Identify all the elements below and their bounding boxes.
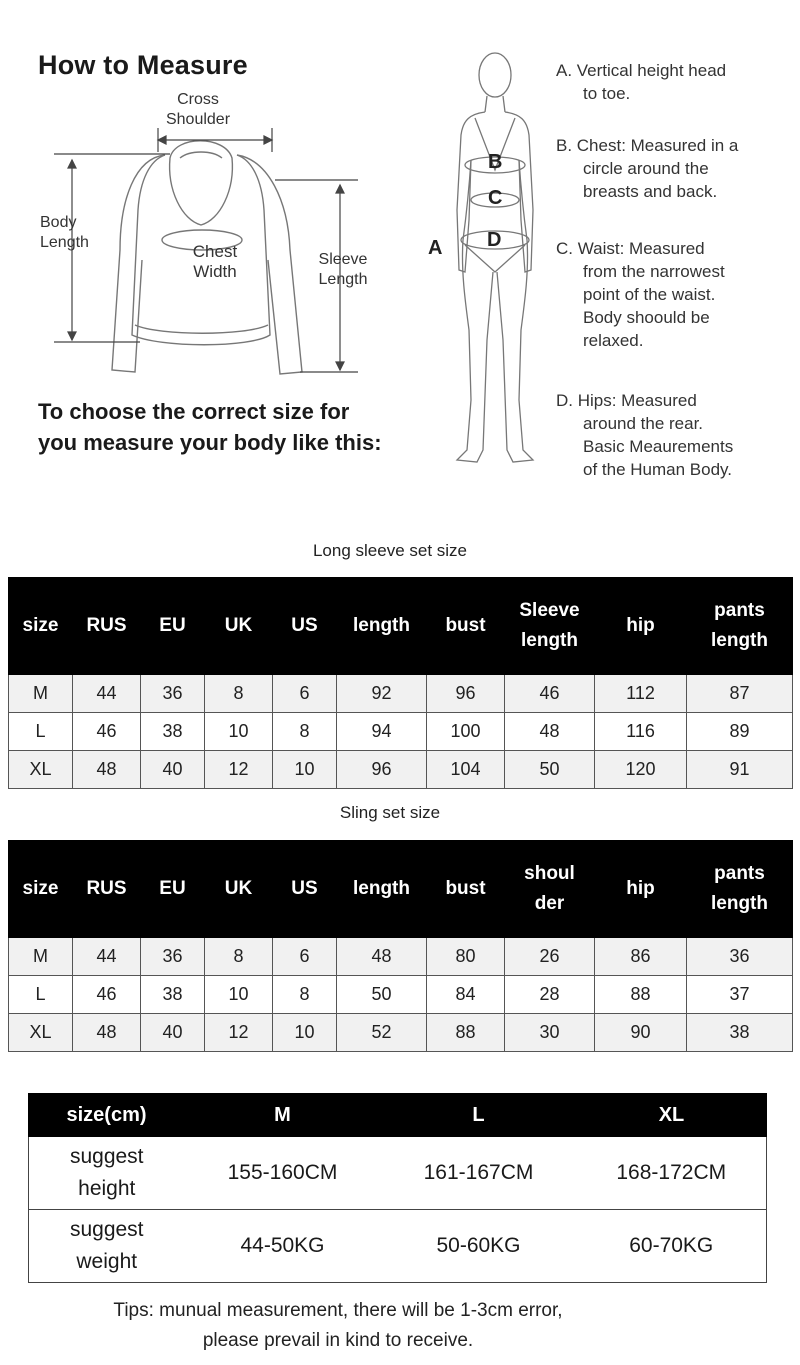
instruction-d-first: D. Hips: Measured bbox=[556, 391, 697, 410]
row-label: suggest weight bbox=[29, 1210, 185, 1283]
table-cell: 46 bbox=[73, 976, 141, 1014]
table-cell: 38 bbox=[141, 976, 205, 1014]
table-cell: 168-172CM bbox=[577, 1137, 767, 1210]
instruction-d-line: of the Human Body. bbox=[583, 460, 732, 479]
instruction-b bbox=[556, 134, 796, 203]
table-cell: 10 bbox=[205, 713, 273, 751]
suggest-row bbox=[29, 1137, 767, 1210]
table-cell: L bbox=[9, 713, 73, 751]
table-cell: 116 bbox=[595, 713, 687, 751]
column-header: EU bbox=[141, 578, 205, 675]
table-cell: 28 bbox=[505, 976, 595, 1014]
table-cell: 104 bbox=[427, 751, 505, 789]
column-header: hip bbox=[595, 841, 687, 938]
guide-title: How to Measure bbox=[38, 50, 248, 80]
column-header: M bbox=[185, 1094, 381, 1137]
table-cell: 87 bbox=[687, 675, 793, 713]
instruction-c-line: Body shoould be bbox=[583, 308, 710, 327]
table-cell: 46 bbox=[505, 675, 595, 713]
suggest-table bbox=[28, 1093, 767, 1283]
column-header: UK bbox=[205, 841, 273, 938]
table-cell: 50 bbox=[337, 976, 427, 1014]
long-sleeve-table bbox=[8, 577, 793, 789]
column-header: size bbox=[9, 841, 73, 938]
mark-d: D bbox=[487, 229, 502, 251]
instruction-b-first: B. Chest: Measured in a bbox=[556, 136, 739, 155]
table-header-row bbox=[9, 578, 793, 675]
table-cell: 6 bbox=[273, 938, 337, 976]
cross-shoulder-label: Cross Shoulder bbox=[165, 91, 231, 128]
table-cell: 38 bbox=[141, 713, 205, 751]
instruction-b-line: breasts and back. bbox=[583, 182, 718, 201]
sling-caption: Sling set size bbox=[339, 803, 441, 822]
table-cell: 96 bbox=[337, 751, 427, 789]
column-header: bust bbox=[427, 578, 505, 675]
tips-text: Tips: munual measurement, there will be 1-3cm error, please prevail in kind to receive. bbox=[113, 1300, 563, 1351]
body-figure bbox=[425, 40, 555, 480]
column-header: RUS bbox=[73, 841, 141, 938]
table-row bbox=[9, 675, 793, 713]
instruction-a-first: A. Vertical height head bbox=[556, 61, 727, 80]
column-header: length bbox=[337, 841, 427, 938]
table-row bbox=[9, 713, 793, 751]
table-cell: 8 bbox=[273, 713, 337, 751]
table-cell: 8 bbox=[205, 938, 273, 976]
table-cell: 88 bbox=[427, 1014, 505, 1052]
table-cell: 100 bbox=[427, 713, 505, 751]
table-cell: 112 bbox=[595, 675, 687, 713]
instruction-d-line: around the rear. bbox=[583, 414, 704, 433]
table-cell: 155-160CM bbox=[185, 1137, 381, 1210]
table-cell: 48 bbox=[505, 713, 595, 751]
column-header: pants length bbox=[687, 578, 793, 675]
table-cell: 40 bbox=[141, 1014, 205, 1052]
table-cell: 12 bbox=[205, 1014, 273, 1052]
table-cell: 50-60KG bbox=[381, 1210, 577, 1283]
table-cell: M bbox=[9, 675, 73, 713]
table-cell: M bbox=[9, 938, 73, 976]
suggest-row bbox=[29, 1210, 767, 1283]
table-cell: 30 bbox=[505, 1014, 595, 1052]
table-cell: 36 bbox=[141, 938, 205, 976]
suggest-header-row bbox=[29, 1094, 767, 1137]
table-cell: 37 bbox=[687, 976, 793, 1014]
body-length-label: Body Length bbox=[40, 214, 89, 251]
row-label: suggest height bbox=[29, 1137, 185, 1210]
table-cell: 80 bbox=[427, 938, 505, 976]
table-row bbox=[9, 751, 793, 789]
column-header: pants length bbox=[687, 841, 793, 938]
table-cell: 92 bbox=[337, 675, 427, 713]
sleeve-length-label: Sleeve Length bbox=[318, 251, 368, 288]
mark-c: C bbox=[488, 187, 503, 209]
column-header: US bbox=[273, 578, 337, 675]
instruction-a-line: to toe. bbox=[583, 84, 631, 103]
table-cell: 48 bbox=[73, 1014, 141, 1052]
column-header: size(cm) bbox=[29, 1094, 185, 1137]
table-cell: 38 bbox=[687, 1014, 793, 1052]
table-cell: XL bbox=[9, 1014, 73, 1052]
column-header: US bbox=[273, 841, 337, 938]
table-row bbox=[9, 938, 793, 976]
table-header-row bbox=[9, 841, 793, 938]
table-cell: 10 bbox=[205, 976, 273, 1014]
table-cell: 90 bbox=[595, 1014, 687, 1052]
table-cell: 96 bbox=[427, 675, 505, 713]
choose-size-text: To choose the correct size for you measure your body like this: bbox=[38, 399, 382, 455]
instruction-c-line: point of the waist. bbox=[583, 285, 716, 304]
table-cell: 48 bbox=[73, 751, 141, 789]
table-cell: 89 bbox=[687, 713, 793, 751]
table-cell: 6 bbox=[273, 675, 337, 713]
table-cell: 84 bbox=[427, 976, 505, 1014]
table-cell: 44-50KG bbox=[185, 1210, 381, 1283]
instruction-a bbox=[556, 59, 796, 105]
instruction-c-first: C. Waist: Measured bbox=[556, 239, 705, 258]
column-header: EU bbox=[141, 841, 205, 938]
column-header: hip bbox=[595, 578, 687, 675]
table-cell: 60-70KG bbox=[577, 1210, 767, 1283]
table-cell: 8 bbox=[205, 675, 273, 713]
table-row bbox=[9, 976, 793, 1014]
mark-b: B bbox=[488, 151, 503, 173]
table-cell: 8 bbox=[273, 976, 337, 1014]
table-cell: 12 bbox=[205, 751, 273, 789]
column-header: RUS bbox=[73, 578, 141, 675]
column-header: XL bbox=[577, 1094, 767, 1137]
instruction-b-line: circle around the bbox=[583, 159, 709, 178]
table-cell: 10 bbox=[273, 1014, 337, 1052]
table-cell: L bbox=[9, 976, 73, 1014]
table-cell: 46 bbox=[73, 713, 141, 751]
table-cell: 91 bbox=[687, 751, 793, 789]
table-cell: 161-167CM bbox=[381, 1137, 577, 1210]
column-header: size bbox=[9, 578, 73, 675]
instruction-c-line: relaxed. bbox=[583, 331, 644, 350]
table-cell: 50 bbox=[505, 751, 595, 789]
instruction-c-line: from the narrowest bbox=[583, 262, 725, 281]
column-header: Sleeve length bbox=[505, 578, 595, 675]
table-cell: 52 bbox=[337, 1014, 427, 1052]
chest-width-label: Chest Width bbox=[192, 242, 238, 281]
column-header: UK bbox=[205, 578, 273, 675]
mark-a: A bbox=[428, 237, 443, 259]
table-cell: 88 bbox=[595, 976, 687, 1014]
table-cell: 86 bbox=[595, 938, 687, 976]
column-header: shoul der bbox=[505, 841, 595, 938]
sling-table bbox=[8, 840, 793, 1052]
table-cell: 120 bbox=[595, 751, 687, 789]
instruction-c bbox=[556, 237, 796, 352]
column-header: L bbox=[381, 1094, 577, 1137]
table-cell: 26 bbox=[505, 938, 595, 976]
table-cell: XL bbox=[9, 751, 73, 789]
table-cell: 10 bbox=[273, 751, 337, 789]
instruction-d-line: Basic Meaurements bbox=[583, 437, 734, 456]
table-cell: 36 bbox=[141, 675, 205, 713]
table-cell: 40 bbox=[141, 751, 205, 789]
long-sleeve-caption: Long sleeve set size bbox=[312, 541, 468, 560]
instruction-d bbox=[556, 389, 796, 481]
table-cell: 44 bbox=[73, 675, 141, 713]
column-header: bust bbox=[427, 841, 505, 938]
table-cell: 48 bbox=[337, 938, 427, 976]
table-row bbox=[9, 1014, 793, 1052]
table-cell: 94 bbox=[337, 713, 427, 751]
table-cell: 36 bbox=[687, 938, 793, 976]
table-cell: 44 bbox=[73, 938, 141, 976]
column-header: length bbox=[337, 578, 427, 675]
